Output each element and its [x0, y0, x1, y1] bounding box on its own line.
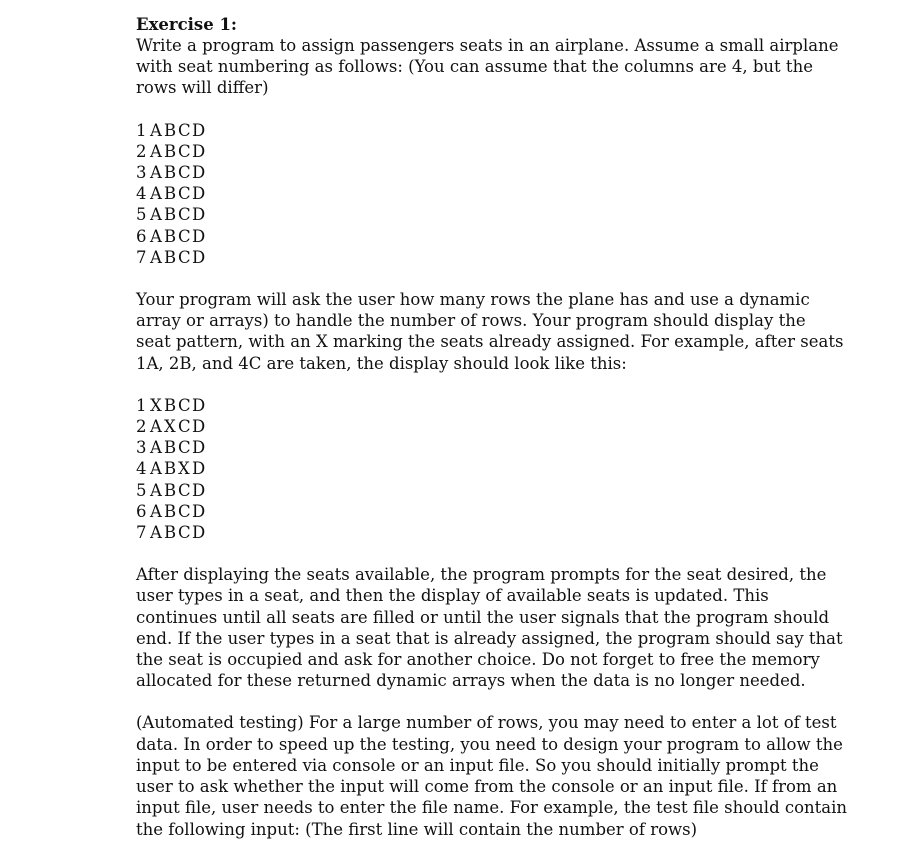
seat-letter: B: [164, 163, 177, 183]
spacer: [136, 374, 786, 395]
text-line: array or arrays) to handle the number of rows. Your program should display the: [136, 311, 806, 331]
seat-letter: D: [192, 480, 206, 500]
seat-letter: C: [178, 184, 191, 204]
text-line: data. In order to speed up the testing, you need to design your program to allow the: [136, 734, 843, 754]
document-page: [136, 14, 848, 840]
seat-letter: X: [150, 395, 162, 415]
seat-letter: D: [192, 163, 206, 183]
text-line: 1A, 2B, and 4C are taken, the display should look like this:: [136, 353, 627, 373]
row-number: 2: [136, 141, 147, 161]
seat-letter: A: [150, 120, 162, 140]
seat-row: [136, 395, 786, 416]
seat-letter: X: [164, 417, 176, 437]
seat-letter: B: [164, 247, 177, 267]
row-number: 1: [136, 120, 147, 140]
seat-letter: C: [178, 395, 191, 415]
text-line: input file, user needs to enter the file name. For example, the test file should contain: [136, 798, 848, 818]
text-line: allocated for these returned dynamic arrays when the data is no longer needed.: [136, 671, 806, 691]
seat-letter: B: [164, 141, 177, 161]
text-line: end. If the user types in a seat that is already assigned, the program should say that: [136, 628, 843, 648]
seat-letter: C: [178, 417, 191, 437]
seat-letter: D: [192, 247, 206, 267]
seat-letter: C: [178, 163, 191, 183]
seat-letter: A: [150, 141, 162, 161]
seat-letter: D: [192, 438, 206, 458]
paragraph-dynamic-array: [136, 289, 844, 374]
row-number: 2: [136, 417, 147, 437]
seat-row: [136, 416, 786, 437]
seat-letter: A: [150, 438, 162, 458]
seat-letter: D: [192, 141, 206, 161]
text-line: (Automated testing) For a large number of rows, you may need to enter a lot of test: [136, 713, 837, 733]
seat-letter: C: [178, 480, 191, 500]
seat-letter: C: [178, 226, 191, 246]
seat-letter: A: [150, 480, 162, 500]
seat-letter: A: [150, 247, 162, 267]
seat-letter: B: [164, 205, 177, 225]
seat-letter: D: [192, 523, 206, 543]
seat-letter: B: [164, 459, 177, 479]
seat-row: [136, 226, 786, 247]
text-line: user types in a seat, and then the display of available seats is updated. This: [136, 586, 769, 606]
row-number: 1: [136, 395, 147, 415]
seat-row: [136, 120, 786, 141]
seat-letter: B: [164, 395, 177, 415]
seat-letter: X: [178, 459, 190, 479]
seat-letter: C: [178, 205, 191, 225]
seating-chart-initial: [136, 120, 786, 268]
seat-letter: B: [164, 523, 177, 543]
seating-chart-after-assignment: [136, 395, 786, 543]
text-line: continues until all seats are filled or until the user signals that the program should: [136, 607, 830, 627]
text-line: user to ask whether the input will come from the console or an input file. If from an: [136, 777, 838, 797]
seat-letter: B: [164, 501, 177, 521]
row-number: 4: [136, 459, 147, 479]
text-line: input to be entered via console or an input file. So you should initially prompt the: [136, 755, 819, 775]
row-number: 3: [136, 163, 147, 183]
text-line: the seat is occupied and ask for another choice. Do not forget to free the memory: [136, 650, 820, 670]
seat-row: [136, 522, 786, 543]
seat-letter: A: [150, 226, 162, 246]
paragraph-seat-prompt: [136, 564, 843, 691]
seat-letter: A: [150, 501, 162, 521]
spacer: [136, 543, 786, 564]
seat-letter: D: [192, 459, 206, 479]
text-line: After displaying the seats available, the program prompts for the seat desired, the: [136, 565, 827, 585]
spacer: [136, 691, 786, 712]
text-line: Write a program to assign passengers seats in an airplane. Assume a small airplane: [136, 36, 839, 55]
seat-letter: C: [178, 501, 191, 521]
seat-row: [136, 437, 786, 458]
seat-letter: D: [192, 184, 206, 204]
text-line: the following input: (The first line will contain the number of rows): [136, 819, 698, 839]
seat-letter: B: [164, 438, 177, 458]
seat-row: [136, 183, 786, 204]
seat-letter: C: [178, 438, 191, 458]
seat-row: [136, 458, 786, 479]
seat-letter: B: [164, 184, 177, 204]
text-line: Your program will ask the user how many rows the plane has and use a dynamic: [136, 290, 810, 310]
seat-letter: D: [192, 395, 206, 415]
seat-letter: A: [150, 459, 162, 479]
seat-letter: A: [150, 205, 162, 225]
seat-row: [136, 501, 786, 522]
row-number: 5: [136, 205, 147, 225]
spacer: [136, 99, 786, 120]
exercise-title: Exercise 1:: [136, 15, 238, 34]
row-number: 4: [136, 184, 147, 204]
seat-letter: A: [150, 523, 162, 543]
seat-letter: A: [150, 184, 162, 204]
seat-letter: A: [150, 163, 162, 183]
paragraph-automated-testing: [136, 712, 848, 839]
seat-letter: C: [178, 523, 191, 543]
seat-letter: D: [192, 501, 206, 521]
seat-letter: D: [192, 226, 206, 246]
seat-row: [136, 247, 786, 268]
seat-row: [136, 162, 786, 183]
row-number: 7: [136, 247, 147, 267]
seat-letter: D: [192, 417, 206, 437]
row-number: 6: [136, 226, 147, 246]
spacer: [136, 268, 786, 289]
text-line: rows will differ): [136, 78, 269, 98]
seat-letter: C: [178, 141, 191, 161]
seat-letter: B: [164, 480, 177, 500]
row-number: 3: [136, 438, 147, 458]
row-number: 5: [136, 480, 147, 500]
seat-row: [136, 141, 786, 162]
seat-letter: B: [164, 226, 177, 246]
seat-letter: D: [192, 205, 206, 225]
row-number: 6: [136, 501, 147, 521]
seat-letter: B: [164, 120, 177, 140]
seat-letter: D: [192, 120, 206, 140]
seat-letter: C: [178, 120, 191, 140]
text-line: with seat numbering as follows: (You can assume that the columns are 4, but the: [136, 57, 813, 77]
seat-row: [136, 204, 786, 225]
seat-letter: A: [150, 417, 162, 437]
row-number: 7: [136, 523, 147, 543]
seat-row: [136, 480, 786, 501]
intro-paragraph: [136, 35, 839, 99]
text-line: seat pattern, with an X marking the seats already assigned. For example, after seats: [136, 332, 844, 352]
seat-letter: C: [178, 247, 191, 267]
